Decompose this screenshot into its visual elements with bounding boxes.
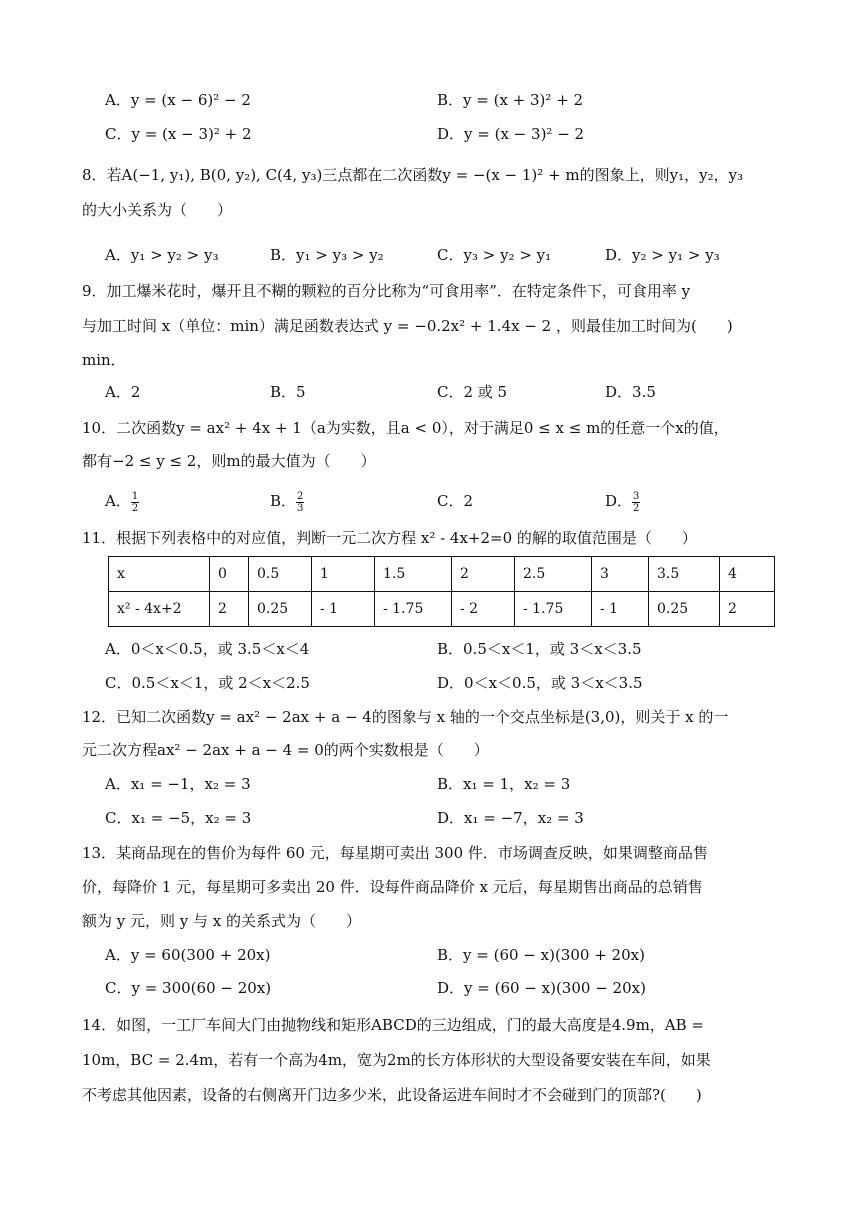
q12-option-c: C．x₁ = −5，x₂ = 3	[105, 809, 252, 827]
table-row	[109, 557, 775, 592]
q11-stem-line-1	[0, 521, 860, 555]
q7-option-a: A．y = (x − 6)² − 2	[105, 91, 251, 109]
table-cell: 0.5	[249, 557, 312, 592]
q10-option-d-letter: D．	[605, 492, 633, 510]
q13-options-row-1	[0, 938, 860, 972]
q8-options-row	[0, 238, 860, 272]
q14-stem-line-1	[0, 1008, 860, 1042]
table-cell: 0.25	[649, 592, 720, 627]
q13-stem-text-1: 13．某商品现在的售价为每件 60 元，每星期可卖出 300 件．市场调查反映，如果调整商品售	[82, 844, 708, 862]
q8-option-b: B．y₁ > y₃ > y₂	[270, 246, 384, 264]
q12-stem-line-1	[0, 700, 860, 734]
q9-stem-line-3	[0, 343, 860, 377]
q12-stem-text-2: 元二次方程ax² − 2ax + a − 4 = 0的两个实数根是（ ）	[82, 741, 489, 759]
table-cell: x	[109, 557, 210, 592]
q10-option-b-letter: B．	[270, 492, 297, 510]
q13-stem-line-3	[0, 904, 860, 938]
q11-option-a: A．0＜x＜0.5，或 3.5＜x＜4	[105, 640, 310, 658]
q11-stem-text-1: 11．根据下列表格中的对应值，判断一元二次方程 x² - 4x+2=0 的解的取值范围是（ ）	[82, 529, 697, 547]
fraction-numerator: 2	[297, 490, 304, 502]
table-cell: 2	[720, 592, 775, 627]
q10-option-b	[270, 484, 304, 518]
q11-option-d: D．0＜x＜0.5，或 3＜x＜3.5	[437, 674, 643, 692]
q14-stem-text-3: 不考虑其他因素，设备的右侧离开门边多少米，此设备运进车间时才不会碰到门的顶部?( )	[82, 1086, 702, 1104]
q12-option-a: A．x₁ = −1，x₂ = 3	[105, 775, 251, 793]
q12-stem-line-2	[0, 733, 860, 767]
q10-option-a	[105, 484, 139, 518]
q13-options-row-2	[0, 971, 860, 1005]
q10-options-row	[0, 484, 860, 518]
q7-options-row-1	[0, 83, 860, 117]
table-cell: 3	[592, 557, 649, 592]
q10-option-c-letter: C．	[437, 492, 464, 510]
q12-option-b: B．x₁ = 1，x₂ = 3	[437, 775, 571, 793]
q14-stem-text-1: 14．如图，一工厂车间大门由抛物线和矩形ABCD的三边组成，门的最大高度是4.9m，AB =	[82, 1016, 704, 1034]
q10-option-c-value: 2	[463, 492, 474, 510]
q11-options-row-1	[0, 632, 860, 666]
q9-stem-text-1: 9．加工爆米花时，爆开且不糊的颗粒的百分比称为“可食用率”．在特定条件下，可食用率 y	[82, 282, 691, 300]
q10-stem-text-2: 都有−2 ≤ y ≤ 2，则m的最大值为（ ）	[82, 452, 376, 470]
table-cell: 1.5	[375, 557, 452, 592]
table-cell: - 2	[452, 592, 515, 627]
fraction-numerator: 1	[131, 490, 139, 502]
table-cell: x² - 4x+2	[109, 592, 210, 627]
q9-stem-text-2: 与加工时间 x（单位：min）满足函数表达式 y = −0.2x² + 1.4x − 2 ，则最佳加工时间为( )	[82, 317, 733, 335]
q9-option-c: C．2 或 5	[437, 383, 508, 401]
table-cell: 0.25	[249, 592, 312, 627]
q10-option-d-fraction	[632, 491, 640, 514]
q7-options-row-2	[0, 117, 860, 151]
q14-stem-line-2	[0, 1043, 860, 1077]
table-cell: 0	[210, 557, 249, 592]
q8-option-c: C．y₃ > y₂ > y₁	[437, 246, 552, 264]
q8-stem-line-1	[0, 158, 860, 192]
q11-value-table	[108, 556, 775, 627]
fraction-denominator: 2	[633, 502, 640, 514]
q7-option-d: D．y = (x − 3)² − 2	[437, 125, 585, 143]
q10-option-b-fraction	[296, 491, 304, 514]
q13-option-a: A．y = 60(300 + 20x)	[105, 946, 271, 964]
q13-stem-line-1	[0, 836, 860, 870]
q10-option-a-fraction	[131, 491, 139, 514]
table-cell: - 1.75	[375, 592, 452, 627]
q10-option-c	[437, 484, 473, 518]
q8-option-d: D．y₂ > y₁ > y₃	[605, 246, 720, 264]
q12-stem-text-1: 12．已知二次函数y = ax² − 2ax + a − 4的图象与 x 轴的一个交点坐标是(3,0)，则关于 x 的一	[82, 708, 729, 726]
q13-stem-line-2	[0, 870, 860, 904]
table-cell: 2.5	[515, 557, 592, 592]
q9-option-d: D．3.5	[605, 383, 656, 401]
q9-stem-line-1	[0, 274, 860, 308]
q9-stem-text-3: min．	[82, 351, 126, 369]
q14-stem-text-2: 10m，BC = 2.4m，若有一个高为4m，宽为2m的长方体形状的大型设备要安装在车间，如果	[82, 1051, 711, 1069]
fraction-denominator: 2	[131, 502, 139, 514]
q11-option-c: C．0.5＜x＜1，或 2＜x＜2.5	[105, 674, 310, 692]
q8-stem-line-2	[0, 193, 860, 227]
q10-stem-line-1	[0, 411, 860, 445]
table-cell: - 1.75	[515, 592, 592, 627]
q14-stem-line-3	[0, 1078, 860, 1112]
table-cell: 4	[720, 557, 775, 592]
q9-option-a: A．2	[105, 383, 141, 401]
table-cell: 2	[210, 592, 249, 627]
q13-stem-text-2: 价，每降价 1 元，每星期可多卖出 20 件．设每件商品降价 x 元后，每星期售出商品的总销售	[82, 878, 703, 896]
q10-stem-text-1: 10．二次函数y = ax² + 4x + 1（a为实数，且a < 0），对于满足0 ≤ x ≤ m的任意一个x的值，	[82, 419, 729, 437]
table-cell: - 1	[592, 592, 649, 627]
table-cell: 2	[452, 557, 515, 592]
q10-option-d	[605, 484, 640, 518]
q10-option-a-letter: A．	[105, 492, 131, 510]
q12-options-row-1	[0, 767, 860, 801]
q9-options-row	[0, 375, 860, 409]
q8-stem-text-1: 8．若A(−1, y₁), B(0, y₂), C(4, y₃)三点都在二次函数y = −(x − 1)² + m的图象上，则y₁，y₂，y₃	[82, 166, 744, 184]
q12-options-row-2	[0, 801, 860, 835]
q13-stem-text-3: 额为 y 元，则 y 与 x 的关系式为（ ）	[82, 912, 362, 930]
q13-option-d: D．y = (60 − x)(300 − 20x)	[437, 979, 646, 997]
q7-option-b: B．y = (x + 3)² + 2	[437, 91, 584, 109]
table-cell: 3.5	[649, 557, 720, 592]
q9-option-b: B．5	[270, 383, 306, 401]
q12-option-d: D．x₁ = −7，x₂ = 3	[437, 809, 584, 827]
q11-options-row-2	[0, 666, 860, 700]
fraction-denominator: 3	[297, 502, 304, 514]
fraction-numerator: 3	[633, 490, 640, 502]
q10-stem-line-2	[0, 444, 860, 478]
q7-option-c: C．y = (x − 3)² + 2	[105, 125, 252, 143]
q8-option-a: A．y₁ > y₂ > y₃	[105, 246, 219, 264]
table-cell: 1	[312, 557, 375, 592]
table-row	[109, 592, 775, 627]
q13-option-b: B．y = (60 − x)(300 + 20x)	[437, 946, 645, 964]
table-cell: - 1	[312, 592, 375, 627]
q8-stem-text-2: 的大小关系为（ ）	[82, 201, 233, 219]
q11-option-b: B．0.5＜x＜1，或 3＜x＜3.5	[437, 640, 642, 658]
q13-option-c: C．y = 300(60 − 20x)	[105, 979, 272, 997]
q9-stem-line-2	[0, 309, 860, 343]
